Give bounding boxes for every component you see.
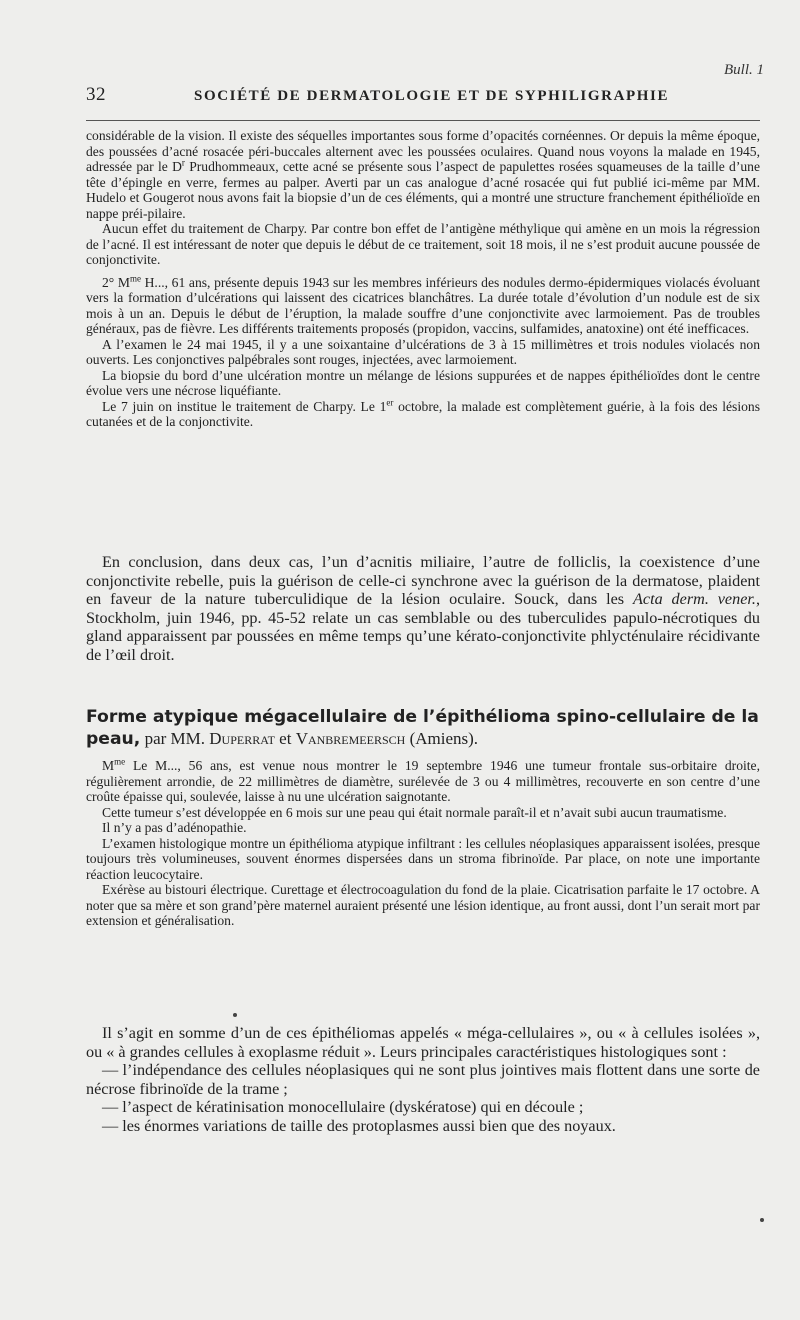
header-rule (86, 120, 760, 121)
paragraph-examination: A l’examen le 24 mai 1945, il y a une soixantaine d’ulcérations de 3 à 15 millimètres et trois nodules violacés non ouverts. Les conjonctives palpébrales sont rouges, injectées, avec larmoiement. (86, 336, 760, 367)
journal-title: Acta derm. vener. (633, 590, 756, 609)
paragraph-outcome: Le 7 juin on institue le traitement de Charpy. Le 1er octobre, la malade est complètement guérie, à la fois des lésions cutanées et de la conjonctivite. (86, 396, 760, 429)
case-report-section (86, 128, 760, 430)
handwritten-bulletin-note: Bull. 1 (724, 62, 764, 78)
discussion-paragraph: Il s’agit en somme d’un de ces épithéliomas appelés « méga-cellulaires », ou « à cellules isolées », ou « à grandes cellules à exoplasme réduit ». Leurs principales caractéristiques histologiques sont : (86, 1024, 760, 1061)
feature-size-variation: — les énormes variations de taille des protoplasmes aussi bien que des noyaux. (102, 1116, 616, 1135)
margin-dot (233, 1013, 237, 1017)
case-description-section (86, 758, 760, 929)
paragraph-adenopathy: Il n’y a pas d’adénopathie. (102, 820, 247, 835)
article-title: Forme atypique mégacellulaire de l’épithélioma spino-cellulaire de la peau, (86, 707, 759, 749)
paragraph-patient: $M^{me}$ Le M..., 56 ans, est venue nous montrer le 19 septembre 1946 une tumeur frontale sus-orbitaire droite, régulièrement arrondie, de 22 millimètres de diamètre, surélevée de 3 ou 4 millimètres, recouverte en son centre d’une croûte épaisse qui, soulevée, laisse à nu une ulcération saignotante. (86, 756, 760, 804)
author-duperrat: Duperrat (209, 729, 275, 748)
paragraph-development: Cette tumeur s’est développée en 6 mois sur une peau qui était normale paraît-il et n’avait subi aucun traumatisme. (102, 804, 727, 820)
article-heading: Forme atypique mégacellulaire de l’épithélioma spino-cellulaire de la peau, par MM. Duperrat et Vanbremeersch (Amiens). (86, 707, 759, 749)
margin-dot (760, 1218, 764, 1222)
running-title: SOCIÉTÉ DE DERMATOLOGIE ET DE SYPHILIGRAPHIE (194, 88, 670, 104)
conclusion-paragraph: En conclusion, dans deux cas, l’un d’acnitis miliaire, l’autre de folliclis, la coexistence d’une conjonctivite rebelle, puis la guérison de celle-ci synchrone avec la guérison de la dermatose, plaident en faveur de la nature tuberculidique de la lésion oculaire. Souck, dans les Acta derm. vener., Stockholm, juin 1946, pp. 45-52 relate un cas semblable ou des tuberculides papulo-nécrotiques du gland apparaissent par poussées en même temps qu’une kérato-conjonctivite phlycténulaire récidivante de l’œil droit. (86, 553, 760, 664)
paragraph-vision: considérable de la vision. Il existe des séquelles importantes sous forme d’opacités cornéennes. Or depuis la même époque, des poussées d’acné rosacée péri-buccales alternent avec les poussées oculaires. Quand nous voyons la malade en 1945, adressée par le $D^r$ Prudhommeaux, cette acné se présente sous l’aspect de papulettes rosées squameuses de la taille d’une tête d’épingle en verre, fermes au palper. Averti par un cas analogue d’acné rosacée qui fut publié ici-même par MM. Hudelo et Gougerot nous avons fait la biopsie d’un de ces éléments, qui a montré une structure franchement épithélioïde en nappe préi-pilaire. (86, 128, 760, 221)
paragraph-histology: L’examen histologique montre un épithélioma atypique infiltrant : les cellules néoplasiques apparaissent isolées, presque toujours très volumineuses, souvent énormes dispersées dans un stroma fibrinoïde. Par place, on note une importante réaction leucocytaire. (86, 835, 760, 882)
author-vanbremeersch: Vanbremeersch (295, 729, 406, 748)
paragraph-treatment: Aucun effet du traitement de Charpy. Par contre bon effet de l’antigène méthylique qui amène en un mois la régression de l’acné. Il est intéressant de noter que depuis le début de ce traitement, soit 18 mois, il ne s’est produit aucune poussée de conjonctivite. (86, 221, 760, 267)
page-header (86, 84, 764, 106)
discussion-section (86, 1024, 760, 1136)
conclusion-section (86, 553, 760, 665)
page-number: 32 (86, 84, 106, 105)
paragraph-case-2: 2° $M^{me}$ H..., 61 ans, présente depuis 1943 sur les membres inférieurs des nodules dermo-épidermiques violacés évoluant vers la formation d’ulcérations qui laissent des cicatrices blanchâtres. La durée totale d’évolution d’un nodule est de six mois à un an. Depuis le début de l’éruption, la malade souffre d’une conjonctivite avec larmoiement. Pas de troubles généraux, pas de fièvre. Les différents traitements proposés (propidon, vaccins, sulfamides, anatoxine) ont été inefficaces. (86, 272, 760, 336)
paragraph-biopsy: La biopsie du bord d’une ulcération montre un mélange de lésions suppurées et de nappes épithélioïdes dont le centre évolue vers une nécrose liquéfiante. (86, 367, 760, 398)
paragraph-excision: Exérèse au bistouri électrique. Curettage et électrocoagulation du fond de la plaie. Cicatrisation parfaite le 17 octobre. A noter que sa mère et son grand’père maternel auraient présenté une lésion identique, au front aussi, dont l’un serait mort par extension et généralisation. (86, 882, 760, 928)
feature-keratinisation: — l’aspect de kératinisation monocellulaire (dyskératose) qui en découle ; (102, 1098, 584, 1117)
feature-independence: — l’indépendance des cellules néoplasiques qui ne sont plus jointives mais flottent dans une sorte de nécrose fibrinoïde de la trame ; (86, 1061, 760, 1098)
